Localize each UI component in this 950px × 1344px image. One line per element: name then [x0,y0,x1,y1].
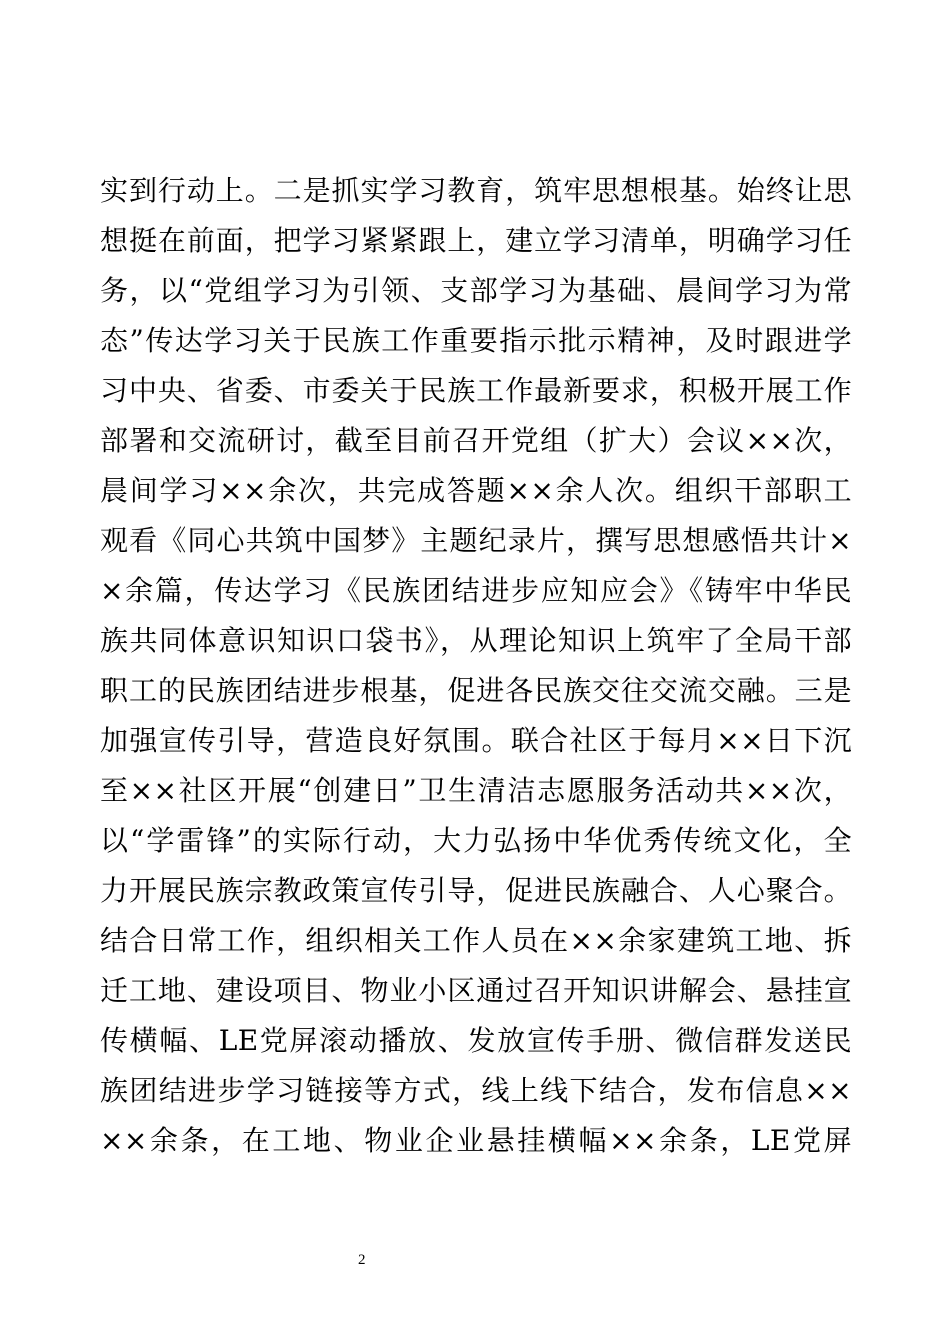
text-line: 部署和交流研讨，截至目前召开党组（扩大）会议××次， [100,424,852,457]
text-line: 至××社区开展“创建日”卫生清洁志愿服务活动共××次， [100,774,852,807]
body-paragraph [100,166,860,1166]
text-line: 习中央、省委、市委关于民族工作最新要求，积极开展工作 [100,374,852,407]
text-line: 加强宣传引导，营造良好氛围。联合社区于每月××日下沉 [100,724,852,757]
text-line: 族共同体意识知识口袋书》，从理论知识上筑牢了全局干部 [100,624,852,657]
text-line: 晨间学习××余次，共完成答题××余人次。组织干部职工 [100,474,852,507]
text-line: 传横幅、LE党屏滚动播放、发放宣传手册、微信群发送民 [100,1024,852,1057]
text-line: 观看《同心共筑中国梦》主题纪录片，撰写思想感悟共计× [100,524,852,557]
text-line: 实到行动上。二是抓实学习教育，筑牢思想根基。始终让思 [100,174,852,207]
text-line: 想挺在前面，把学习紧紧跟上，建立学习清单，明确学习任 [100,224,852,257]
text-line: 务，以“党组学习为引领、支部学习为基础、晨间学习为常 [100,274,852,307]
text-line: 态”传达学习关于民族工作重要指示批示精神，及时跟进学 [100,324,852,357]
text-line: ××余条，在工地、物业企业悬挂横幅××余条，LE党屏 [100,1124,852,1157]
text-line: 迁工地、建设项目、物业小区通过召开知识讲解会、悬挂宣 [100,974,852,1007]
page-number: 2 [358,1252,366,1268]
text-line: 以“学雷锋”的实际行动，大力弘扬中华优秀传统文化，全 [100,824,852,857]
text-line: 力开展民族宗教政策宣传引导，促进民族融合、人心聚合。 [100,874,852,907]
text-line: 职工的民族团结进步根基，促进各民族交往交流交融。三是 [100,674,852,707]
text-line: 族团结进步学习链接等方式，线上线下结合，发布信息×× [100,1074,852,1107]
text-line: 结合日常工作，组织相关工作人员在××余家建筑工地、拆 [100,924,852,957]
text-line: ×余篇，传达学习《民族团结进步应知应会》《铸牢中华民 [100,574,852,607]
